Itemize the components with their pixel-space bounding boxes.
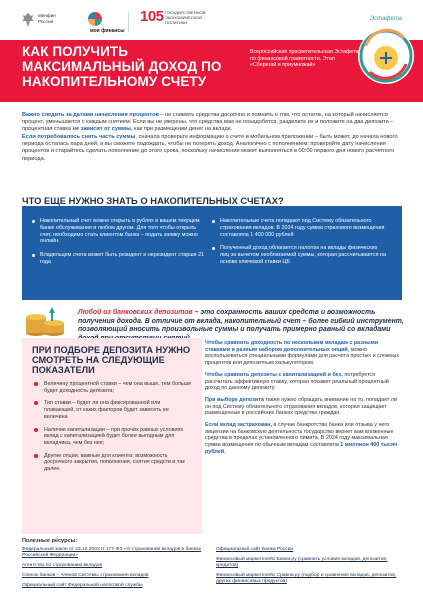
list-item: Тип ставки – будет ли она фиксированной или плавающей, от каких факторов будет зависеть ее величина bbox=[34, 400, 192, 420]
right-p4-bold2: 1 миллион 400 тысяч рублей. bbox=[205, 442, 398, 455]
minfin-emblem-icon bbox=[21, 12, 35, 28]
resource-link[interactable]: Финансовый маркетплейс Сравни.ру (подбор и сравнение вкладов, депозитов, других финансовых продуктов) bbox=[216, 573, 397, 585]
logo-105: 105 bbox=[140, 8, 164, 25]
resource-link[interactable]: Агентство по страхованию вкладов bbox=[22, 563, 103, 569]
facts-right-column bbox=[212, 218, 388, 273]
minfin-logo-text: Минфин России bbox=[38, 13, 56, 24]
fact-item: Накопительный счет можно открыть в рублях в вашем текущем банке обслуживания и любом другом. Для того чтобы открыть счет, необходимо стать клиентом банка – подать заявку можно онлайн. bbox=[32, 218, 208, 245]
list-item: Другие опции, важные для клиента: возможность досрочного закрытия, пополнения, снятия средств и так далее. bbox=[34, 453, 192, 473]
indicators-title: ПРИ ПОДБОРЕ ДЕПОЗИТА НУЖНО СМОТРЕТЬ НА СЛЕДУЮЩИЕ ПОКАЗАТЕЛИ bbox=[32, 345, 191, 376]
intro-p2-bold: Если потребовалось снять часть суммы bbox=[22, 134, 136, 141]
callout-red: Любой из банковских депозитов bbox=[78, 309, 193, 316]
relay-emblem-icon bbox=[354, 2, 418, 102]
resource-link[interactable]: Официальный сайт Федеральной налоговой службы bbox=[22, 583, 143, 589]
resources-right-list bbox=[216, 547, 406, 589]
resources-title: Полезные ресурсы: bbox=[22, 538, 78, 544]
right-p4-text: в случае банкротства банка или отзыва у него лицензии на банковскую деятельность государство вернет вам вложенные средства в пределах установленного лимита. В 2024 году максимальная сумма возмещения по обычным вкладам составляла bbox=[205, 422, 394, 449]
right-paragraph-3 bbox=[205, 397, 403, 417]
right-p1-text: , можно воспользоваться специальными формулами для расчета простых и сложных процентов или депозитным калькулятором. bbox=[205, 346, 400, 367]
intro-p1-text2: , как при размещении денег на вкладе. bbox=[130, 126, 233, 133]
intro-text bbox=[22, 112, 402, 164]
right-p3-text: также нужно обращать внимание на то, попадает ли он под Систему обязательного страхования вкладов, которая защищает размещенные в российских банках средства граждан. bbox=[205, 396, 398, 417]
fact-item: Владельцем счета может быть резидент и нерезидент старше 21 года bbox=[32, 252, 208, 266]
logo-105-text: ГОСУДАРСТВЕННОЙ ЭКОНОМИЧЕСКОЙ ПОЛИТИКИ bbox=[165, 10, 206, 25]
right-p2-bold: Чтобы сравнить депозиты с капитализацией и без, bbox=[205, 371, 343, 378]
intro-p2-text: , сначала проверьте информацию о счете в мобильном приложении – быть может, до начала нового периода осталась пара дней, и вы сможете подождать, чтобы не потерять доход. Аналогично с пополнением: проверяйте дату начисления процентов и старайтесь сделать пополнение до этого срока, поскольку начисление может выполняться в 00:00 первого дня нового расчетного периода. bbox=[22, 134, 398, 162]
intro-p1-text: – не снимать средства досрочно и помнить о том, что остаток, на который начисляется процент, уменьшается с каждым снятием. Если вы не уверены, что средства вам не понадобятся, разделите их и положите на два депозита – процентная ставка bbox=[22, 112, 394, 133]
list-item: Величину процентной ставки – чем она выше, тем больше будет доходность депозита; bbox=[34, 381, 192, 394]
callout-body: – это сохранность ваших средств и возможность получения дохода. В отличие от вклада, накопительный счет – более гибкий инструмент, позволяющий вносить произвольные суммы и получать примерно равный со вкладами bbox=[78, 309, 404, 334]
right-p2-text: потребуется рассчитать эффективную ставку, которая покажет реальный процентный доход по данному депозиту. bbox=[205, 371, 389, 392]
svg-text:Эстафета: Эстафета bbox=[369, 16, 403, 22]
right-paragraph-4 bbox=[205, 422, 403, 456]
moi-finansy-logo-text: мои финансы bbox=[90, 28, 125, 34]
banner-subtitle: Всероссийская просветительская Эстафета по финансовой грамотности. Этап «Сберегай и приумножай» bbox=[250, 49, 359, 69]
resource-link[interactable]: Федеральный закон от 23.12.2003 N 177-ФЗ «О страховании вкладов в банках Российской Федерации» bbox=[22, 547, 202, 559]
resource-link[interactable]: Финансовый маркетплейс Банки.ру (сравнить условия вкладов, депозитов, кредитов) bbox=[216, 557, 388, 569]
comparison-text bbox=[205, 340, 403, 461]
fact-item: Полученный доход облагается налогом на вклады физических лиц за вычетом необлагаемой суммы, которая рассчитывается на основе ключевой ставки ЦБ bbox=[212, 245, 388, 265]
indicators-list bbox=[34, 381, 192, 479]
section-title: ЧТО ЕЩЕ НУЖНО ЗНАТЬ О НАКОПИТЕЛЬНЫХ СЧЕТАХ? bbox=[22, 195, 284, 206]
right-p3-bold: При выборе депозита bbox=[205, 396, 264, 403]
page-title: КАК ПОЛУЧИТЬ МАКСИМАЛЬНЫЙ ДОХОД ПО НАКОПИТЕЛЬНОМУ СЧЕТУ bbox=[22, 44, 222, 89]
resource-link[interactable]: Официальный сайт Банка России bbox=[216, 547, 294, 552]
resource-link[interactable]: Список банков – членов Системы страхования вкладов bbox=[22, 573, 149, 579]
right-p4-bold: Если вклад застрахован, bbox=[205, 422, 272, 429]
facts-block bbox=[22, 206, 402, 300]
moi-finansy-logo-icon bbox=[88, 12, 102, 26]
intro-p1-bold: Важно следить за датами начисления процентов bbox=[22, 112, 159, 118]
intro-paragraph-2 bbox=[22, 134, 402, 162]
intro-paragraph-1 bbox=[22, 112, 402, 133]
resources-left-list bbox=[22, 547, 222, 593]
intro-p1-bold2: не зависит от суммы bbox=[72, 126, 131, 133]
right-paragraph-1 bbox=[205, 340, 403, 367]
right-p1-bold: Чтобы сравнить доходность по нескольким вкладам с разными ставками и разным набором дополнительных опций bbox=[205, 340, 379, 353]
list-item: Наличие капитализации – при прочих равных условиях вклад с капитализацией будет более выгодным для вкладчика, чем без нее; bbox=[34, 427, 192, 447]
right-paragraph-2 bbox=[205, 372, 403, 392]
coins-icon bbox=[22, 303, 66, 337]
header-divider bbox=[128, 12, 129, 32]
fact-item: Накопительные счета попадают под Систему обязательного страхования вкладов. В 2024 году сумма страхового возмещения составляла 1 400 000 рублей bbox=[212, 218, 388, 238]
facts-left-column bbox=[32, 218, 208, 273]
